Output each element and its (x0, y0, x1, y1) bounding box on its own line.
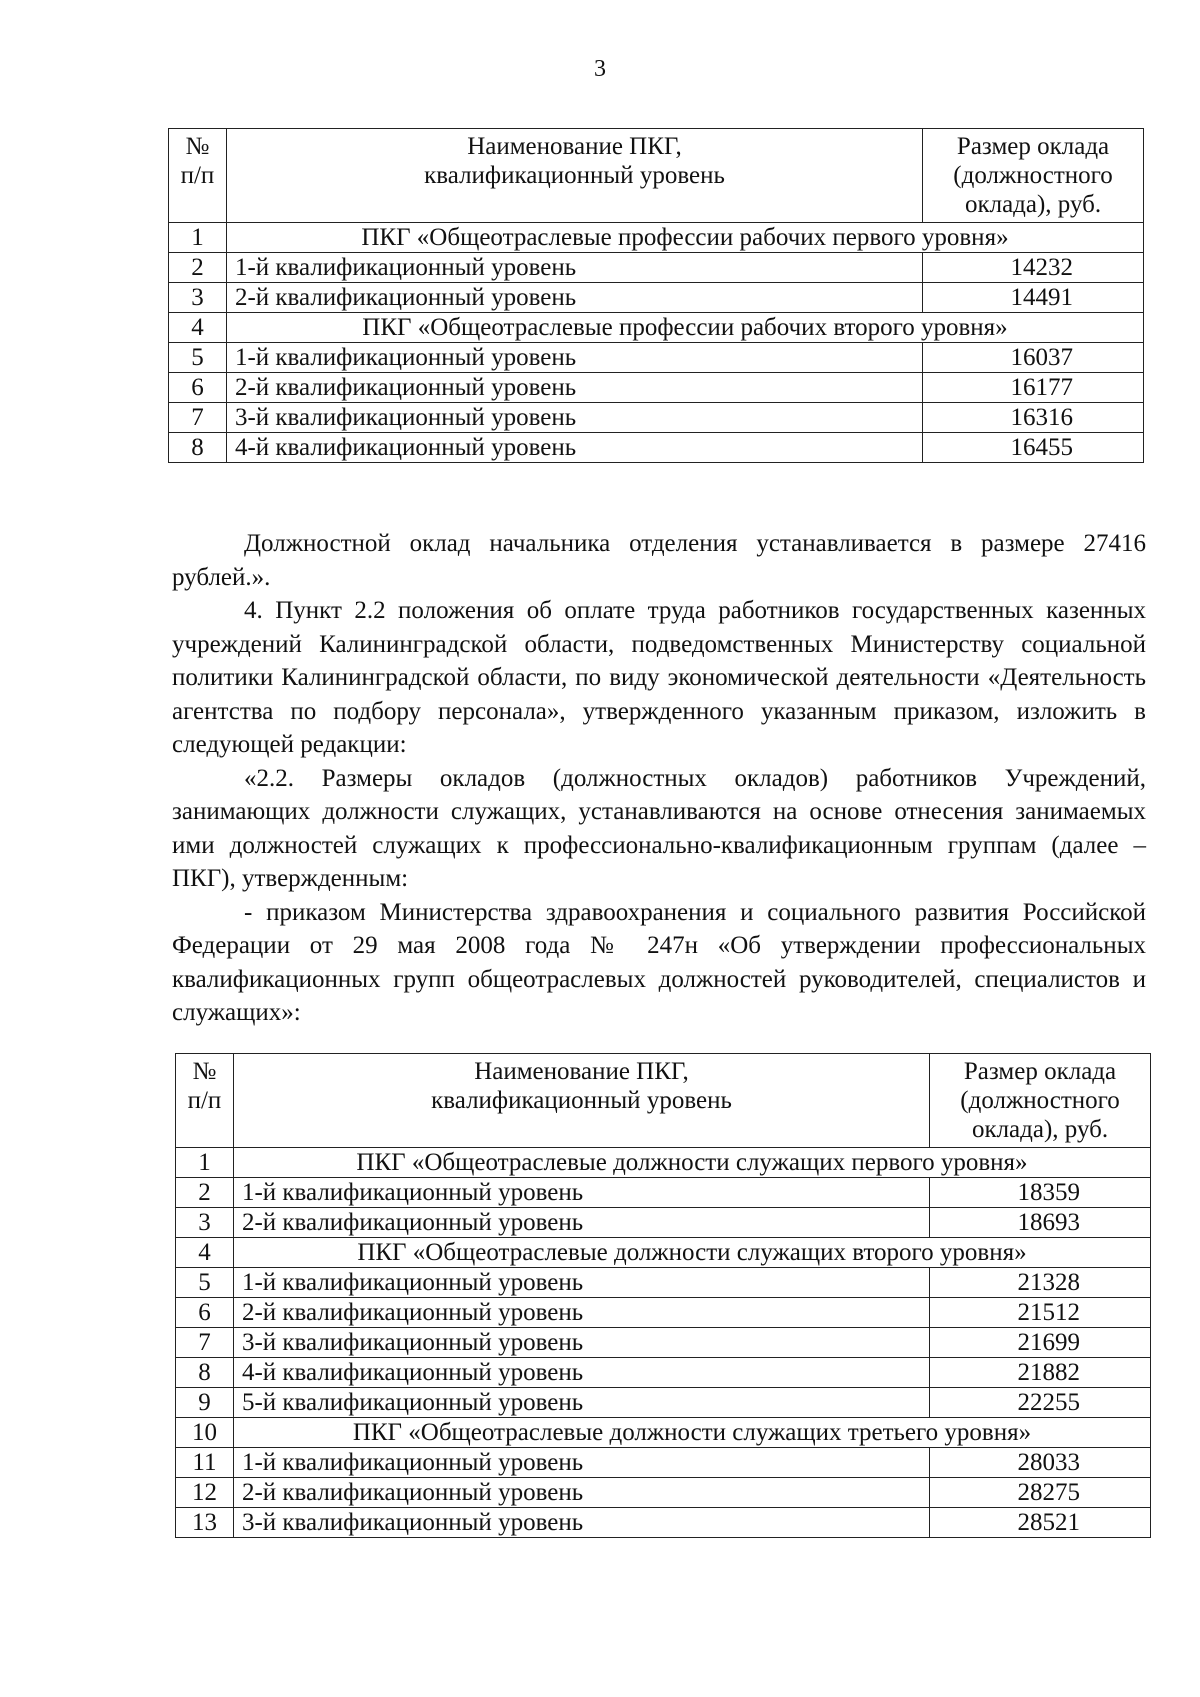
row-number-cell: 7 (169, 403, 227, 433)
salary-cell: 21699 (930, 1328, 1151, 1358)
table-group-row (169, 313, 1144, 343)
salary-cell: 28033 (930, 1448, 1151, 1478)
level-name-cell: 2-й квалификационный уровень (233, 1478, 929, 1508)
level-name-cell: 3-й квалификационный уровень (233, 1328, 929, 1358)
header-line: № (185, 133, 210, 160)
salary-cell: 16455 (923, 433, 1144, 463)
salary-cell: 16316 (923, 403, 1144, 433)
row-number-cell: 1 (176, 1148, 234, 1178)
header-salary-cell (930, 1054, 1151, 1148)
level-name-cell: 2-й квалификационный уровень (226, 373, 922, 403)
header-line: оклада), руб. (964, 191, 1102, 218)
header-line: п/п (187, 1087, 222, 1114)
salary-cell: 21328 (930, 1268, 1151, 1298)
table-row (169, 403, 1144, 433)
salary-cell: 28275 (930, 1478, 1151, 1508)
page-number: 3 (594, 56, 606, 82)
table-row (176, 1448, 1151, 1478)
salary-cell: 16037 (923, 343, 1144, 373)
salary-cell: 14232 (923, 253, 1144, 283)
row-number-cell: 1 (169, 223, 227, 253)
row-number-cell: 5 (169, 343, 227, 373)
group-name-cell: ПКГ «Общеотраслевые профессии рабочих второго уровня» (226, 313, 1143, 343)
table-group-row (169, 223, 1144, 253)
table-row (176, 1358, 1151, 1388)
row-number-cell: 3 (176, 1208, 234, 1238)
level-name-cell: 3-й квалификационный уровень (226, 403, 922, 433)
level-name-cell: 4-й квалификационный уровень (226, 433, 922, 463)
group-name-cell: ПКГ «Общеотраслевые должности служащих первого уровня» (233, 1148, 1150, 1178)
level-name-cell: 1-й квалификационный уровень (226, 253, 922, 283)
group-name-cell: ПКГ «Общеотраслевые профессии рабочих первого уровня» (226, 223, 1143, 253)
header-name-cell (226, 129, 922, 223)
table-row (169, 283, 1144, 313)
table-row (169, 373, 1144, 403)
header-num-cell (176, 1054, 234, 1148)
row-number-cell: 8 (169, 433, 227, 463)
table-row (176, 1178, 1151, 1208)
group-name-cell: ПКГ «Общеотраслевые должности служащих второго уровня» (233, 1238, 1150, 1268)
row-number-cell: 8 (176, 1358, 234, 1388)
row-number-cell: 2 (176, 1178, 234, 1208)
salary-cell: 21882 (930, 1358, 1151, 1388)
salary-cell: 18693 (930, 1208, 1151, 1238)
row-number-cell: 9 (176, 1388, 234, 1418)
header-line: (должностного (960, 1087, 1120, 1114)
table-header-row (169, 129, 1144, 223)
table-row (176, 1268, 1151, 1298)
row-number-cell: 13 (176, 1508, 234, 1538)
paragraph-item-2-2: «2.2. Размеры окладов (должностных окладов) работников Учреждений, занимающих должности служащих, устанавливаются на основе отнесения занимаемых ими должностей служащих к профессионально-квалификационным группам (далее – ПКГ), утвержденным: (172, 764, 1146, 892)
salary-cell: 28521 (930, 1508, 1151, 1538)
paragraph-order-reference: - приказом Министерства здравоохранения и социального развития Российской Федерации от 29 мая 2008 года № 247н «Об утверждении профессиональных квалификационных групп общеотраслевых должностей руководителей, специалистов и служащих»: (172, 898, 1146, 1026)
body-text (172, 527, 1146, 1030)
table-row (169, 433, 1144, 463)
row-number-cell: 10 (176, 1418, 234, 1448)
header-line: Размер оклада (956, 133, 1110, 160)
level-name-cell: 1-й квалификационный уровень (233, 1178, 929, 1208)
paragraph-item-4: 4. Пункт 2.2 положения об оплате труда работников государственных казенных учреждений Калининградской области, подведомственных Министерству социальной политики Калининградской области, по виду экономической деятельности «Деятельность агентства по подбору персонала», утвержденного указанным приказом, изложить в следующей редакции: (172, 597, 1146, 758)
header-line: квалификационный уровень (431, 1087, 732, 1114)
table-row (176, 1478, 1151, 1508)
row-number-cell: 4 (176, 1238, 234, 1268)
table-group-row (176, 1238, 1151, 1268)
paragraph-head-salary: Должностной оклад начальника отделения устанавливается в размере 27416 рублей.». (172, 530, 1146, 591)
header-line: Наименование ПКГ, (474, 1058, 689, 1085)
table-row (176, 1298, 1151, 1328)
row-number-cell: 6 (176, 1298, 234, 1328)
table-row (169, 253, 1144, 283)
row-number-cell: 5 (176, 1268, 234, 1298)
table-header-row (176, 1054, 1151, 1148)
header-line: Наименование ПКГ, (467, 133, 682, 160)
salary-cell: 22255 (930, 1388, 1151, 1418)
table-row (176, 1508, 1151, 1538)
header-line: п/п (180, 162, 215, 189)
row-number-cell: 2 (169, 253, 227, 283)
header-line: (должностного (953, 162, 1113, 189)
row-number-cell: 6 (169, 373, 227, 403)
level-name-cell: 4-й квалификационный уровень (233, 1358, 929, 1388)
salary-cell: 16177 (923, 373, 1144, 403)
level-name-cell: 1-й квалификационный уровень (226, 343, 922, 373)
row-number-cell: 4 (169, 313, 227, 343)
level-name-cell: 5-й квалификационный уровень (233, 1388, 929, 1418)
salary-cell: 14491 (923, 283, 1144, 313)
table-row (176, 1328, 1151, 1358)
level-name-cell: 1-й квалификационный уровень (233, 1448, 929, 1478)
level-name-cell: 2-й квалификационный уровень (226, 283, 922, 313)
header-name-cell (233, 1054, 929, 1148)
header-num-cell (169, 129, 227, 223)
level-name-cell: 3-й квалификационный уровень (233, 1508, 929, 1538)
salary-cell: 18359 (930, 1178, 1151, 1208)
level-name-cell: 1-й квалификационный уровень (233, 1268, 929, 1298)
header-salary-cell (923, 129, 1144, 223)
header-line: № (192, 1058, 217, 1085)
header-line: Размер оклада (963, 1058, 1117, 1085)
header-line: квалификационный уровень (424, 162, 725, 189)
table-row (176, 1388, 1151, 1418)
table-group-row (176, 1148, 1151, 1178)
table-group-row (176, 1418, 1151, 1448)
salary-cell: 21512 (930, 1298, 1151, 1328)
row-number-cell: 7 (176, 1328, 234, 1358)
row-number-cell: 3 (169, 283, 227, 313)
level-name-cell: 2-й квалификационный уровень (233, 1298, 929, 1328)
group-name-cell: ПКГ «Общеотраслевые должности служащих третьего уровня» (233, 1418, 1150, 1448)
salary-table-workers (168, 128, 1144, 463)
level-name-cell: 2-й квалификационный уровень (233, 1208, 929, 1238)
row-number-cell: 12 (176, 1478, 234, 1508)
header-line: оклада), руб. (971, 1116, 1109, 1143)
row-number-cell: 11 (176, 1448, 234, 1478)
salary-table-employees (175, 1053, 1151, 1538)
table-row (176, 1208, 1151, 1238)
table-row (169, 343, 1144, 373)
